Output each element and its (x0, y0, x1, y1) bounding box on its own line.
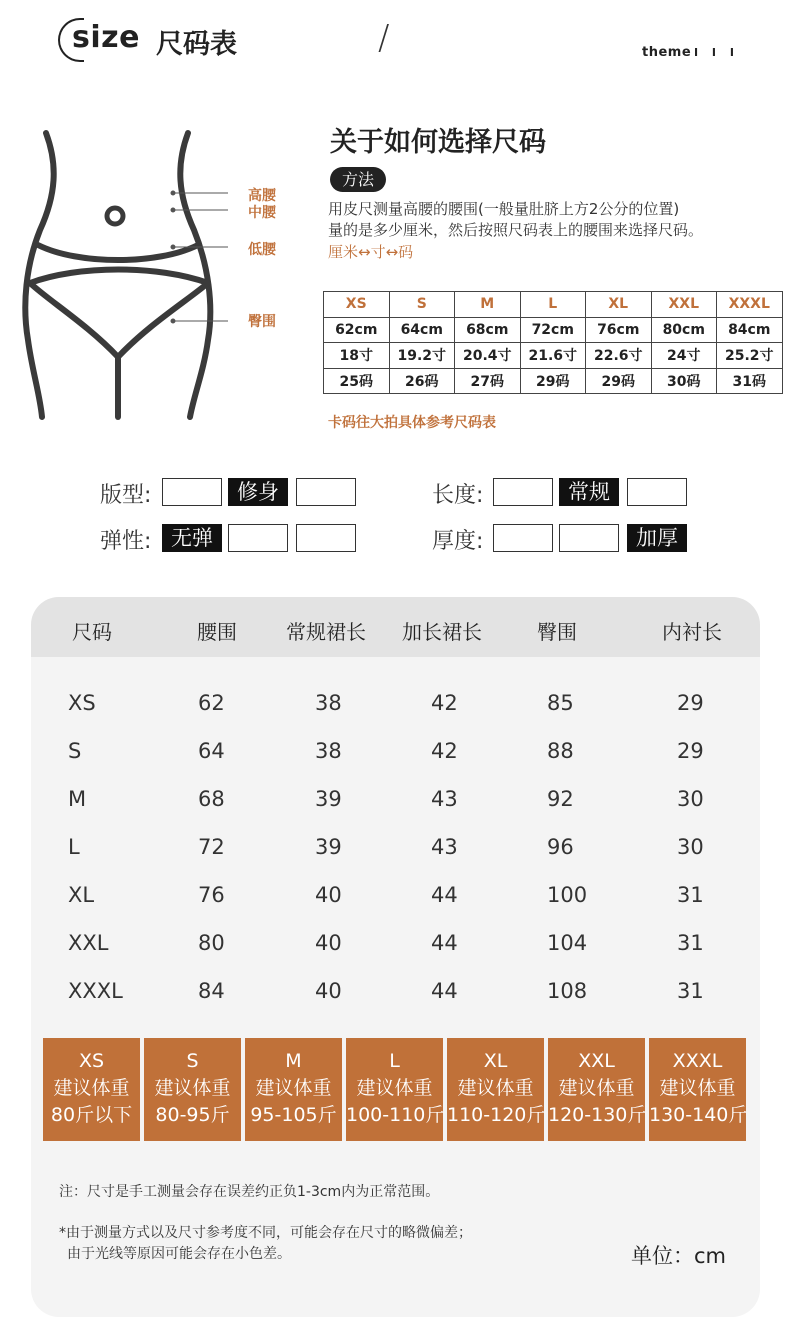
elastic-option-box (296, 524, 356, 552)
weight-box-range: 130-140斤 (649, 1104, 748, 1126)
size-chart-cell: 39 (315, 787, 342, 811)
body-figure-illustration (18, 125, 228, 425)
weight-box-label: 建议体重 (558, 1077, 635, 1099)
size-chart-cell: 43 (431, 835, 458, 859)
size-chart-cell: 84 (198, 979, 225, 1003)
weight-box-size: S (186, 1050, 199, 1072)
size-chart-cell: 80 (198, 931, 225, 955)
label-high-waist: 高腰 (248, 188, 276, 204)
size-chart-cell: S (68, 739, 82, 763)
weight-box-size: XXXL (672, 1050, 723, 1072)
conv-ma: 27码 (455, 368, 521, 394)
conv-size: XXL (651, 292, 717, 318)
conv-cm: 72cm (520, 317, 586, 343)
size-chart-cell: 29 (677, 739, 704, 763)
thickness-option-box (493, 524, 553, 552)
length-label: 长度: (432, 483, 484, 508)
conv-cm: 76cm (586, 317, 652, 343)
thickness-option-box (559, 524, 619, 552)
size-chart-cell: 44 (431, 979, 458, 1003)
col-header-size: 尺码 (72, 620, 112, 644)
weight-box-label: 建议体重 (659, 1077, 736, 1099)
length-option-box (627, 478, 687, 506)
conversion-cm-row (324, 317, 783, 343)
size-chart-cell: 64 (198, 739, 225, 763)
theme-label: theme (642, 45, 692, 60)
size-chart-cell: L (68, 835, 80, 859)
method-line-1: 用皮尺测量高腰的腰围(一般量肚脐上方2公分的位置) (328, 200, 680, 218)
how-to-choose-title: 关于如何选择尺码 (330, 127, 546, 158)
header-slash: / (378, 18, 390, 58)
length-option-box (493, 478, 553, 506)
conv-cun: 22.6寸 (586, 343, 652, 369)
col-header-lining: 内衬长 (662, 620, 722, 644)
size-chart-cell: 104 (547, 931, 588, 955)
size-chart-cell: 44 (431, 883, 458, 907)
unit-conversion-line: 厘米↔寸↔码 (328, 243, 414, 261)
size-chart-cell: 30 (677, 787, 704, 811)
disclaimer-note (59, 1223, 472, 1265)
col-header-long-length: 加长裙长 (402, 620, 482, 644)
weight-box-label: 建议体重 (154, 1077, 231, 1099)
length-selected: 常规 (559, 478, 619, 506)
size-chart-cell: 38 (315, 691, 342, 715)
size-chart-cell: 62 (198, 691, 225, 715)
conv-size: XXXL (717, 292, 783, 318)
size-chart-cell: M (68, 787, 87, 811)
weight-box-label: 建议体重 (53, 1077, 130, 1099)
size-chart-cell: 72 (198, 835, 225, 859)
size-chart-cell: XL (68, 883, 95, 907)
size-chart-panel (31, 597, 760, 1317)
size-chart-cell: 39 (315, 835, 342, 859)
weight-box-range: 110-120斤 (447, 1104, 546, 1126)
weight-box-range: 100-110斤 (346, 1104, 445, 1126)
size-chart-header (31, 597, 760, 657)
col-header-regular-length: 常规裙长 (286, 620, 366, 644)
conversion-table (323, 291, 783, 394)
weight-box-label: 建议体重 (457, 1077, 534, 1099)
conv-size: XL (586, 292, 652, 318)
elastic-label: 弹性: (100, 529, 152, 554)
size-chart-cell: 68 (198, 787, 225, 811)
conv-cun: 21.6寸 (520, 343, 586, 369)
thickness-selected: 加厚 (627, 524, 687, 552)
size-chart-cell: 42 (431, 691, 458, 715)
conv-ma: 26码 (389, 368, 455, 394)
fit-option-box (162, 478, 222, 506)
disclaimer-line-2: 由于光线等原因可能会存在小色差。 (67, 1246, 291, 1262)
size-chart-cell: 43 (431, 787, 458, 811)
weight-box-range: 80斤以下 (50, 1104, 133, 1126)
size-chart-cell: 100 (547, 883, 588, 907)
fit-label: 版型: (100, 483, 152, 508)
conv-ma: 29码 (586, 368, 652, 394)
size-chart-cell: 85 (547, 691, 574, 715)
conv-ma: 25码 (324, 368, 390, 394)
size-chart-cell: 31 (677, 883, 704, 907)
conversion-header-row (324, 292, 783, 318)
size-chart-cell: 40 (315, 979, 342, 1003)
size-chart-cell: 96 (547, 835, 574, 859)
weight-box (346, 1038, 443, 1141)
sizing-tip: 卡码往大拍具体参考尺码表 (328, 415, 496, 431)
size-chart-cell: XXL (68, 931, 109, 955)
size-chart-cell: 38 (315, 739, 342, 763)
label-low-waist: 低腰 (248, 242, 276, 258)
conversion-ma-row (324, 368, 783, 394)
conv-cm: 80cm (651, 317, 717, 343)
conv-cun: 24寸 (651, 343, 717, 369)
size-chart-cell: 40 (315, 931, 342, 955)
label-hip: 臀围 (248, 314, 276, 330)
conversion-cun-row (324, 343, 783, 369)
weight-box-range: 95-105斤 (250, 1104, 337, 1126)
size-chart-cell: 31 (677, 931, 704, 955)
conv-cun: 18寸 (324, 343, 390, 369)
method-line-2: 量的是多少厘米，然后按照尺码表上的腰围来选择尺码。 (328, 221, 704, 239)
conv-size: M (455, 292, 521, 318)
weight-box-size: XXL (578, 1050, 615, 1072)
size-chart-cell: XS (68, 691, 96, 715)
weight-box-range: 80-95斤 (155, 1104, 230, 1126)
elastic-selected: 无弹 (162, 524, 222, 552)
col-header-hip: 臀围 (537, 620, 577, 644)
method-description (328, 199, 703, 241)
label-mid-waist: 中腰 (248, 205, 276, 221)
unit-label: 单位：cm (631, 1244, 727, 1268)
fit-option-box (296, 478, 356, 506)
conv-cun: 20.4寸 (455, 343, 521, 369)
conv-cun: 19.2寸 (389, 343, 455, 369)
conv-size: L (520, 292, 586, 318)
conv-cm: 68cm (455, 317, 521, 343)
size-chart-cell: 92 (547, 787, 574, 811)
conv-size: S (389, 292, 455, 318)
size-chart-cell: 31 (677, 979, 704, 1003)
weight-box-size: XL (483, 1050, 508, 1072)
weight-box-label: 建议体重 (255, 1077, 332, 1099)
weight-box-size: XS (78, 1050, 105, 1072)
size-chart-cell: 29 (677, 691, 704, 715)
weight-box-size: M (285, 1050, 302, 1072)
weight-box (447, 1038, 544, 1141)
disclaimer-line-1: *由于测量方式以及尺寸参考度不同，可能会存在尺寸的略微偏差； (59, 1225, 472, 1241)
brand-size-word: size (72, 20, 140, 55)
size-chart-cell: XXXL (68, 979, 123, 1003)
weight-box (548, 1038, 645, 1141)
weight-box (649, 1038, 746, 1141)
weight-box-label: 建议体重 (356, 1077, 433, 1099)
method-badge: 方法 (330, 167, 386, 192)
conv-cm: 62cm (324, 317, 390, 343)
elastic-option-box (228, 524, 288, 552)
weight-box-size: L (389, 1050, 400, 1072)
weight-box (245, 1038, 342, 1141)
size-chart-cell: 88 (547, 739, 574, 763)
size-chart-cell: 76 (198, 883, 225, 907)
conv-ma: 29码 (520, 368, 586, 394)
size-chart-cell: 108 (547, 979, 588, 1003)
measurement-note: 注：尺寸是手工测量会存在误差约正负1-3cm内为正常范围。 (59, 1184, 440, 1200)
conv-cm: 64cm (389, 317, 455, 343)
thickness-label: 厚度: (432, 529, 484, 554)
weight-box-range: 120-130斤 (548, 1104, 647, 1126)
size-chart-cell: 40 (315, 883, 342, 907)
size-chart-cell: 44 (431, 931, 458, 955)
size-chart-cell: 30 (677, 835, 704, 859)
weight-box (144, 1038, 241, 1141)
conv-size: XS (324, 292, 390, 318)
page-title: 尺码表 (156, 29, 237, 60)
weight-box (43, 1038, 140, 1141)
size-chart-cell: 42 (431, 739, 458, 763)
conv-cm: 84cm (717, 317, 783, 343)
col-header-waist: 腰围 (197, 620, 237, 644)
conv-ma: 31码 (717, 368, 783, 394)
conv-cun: 25.2寸 (717, 343, 783, 369)
theme-bars: I I I (694, 46, 739, 59)
fit-selected: 修身 (228, 478, 288, 506)
conv-ma: 30码 (651, 368, 717, 394)
